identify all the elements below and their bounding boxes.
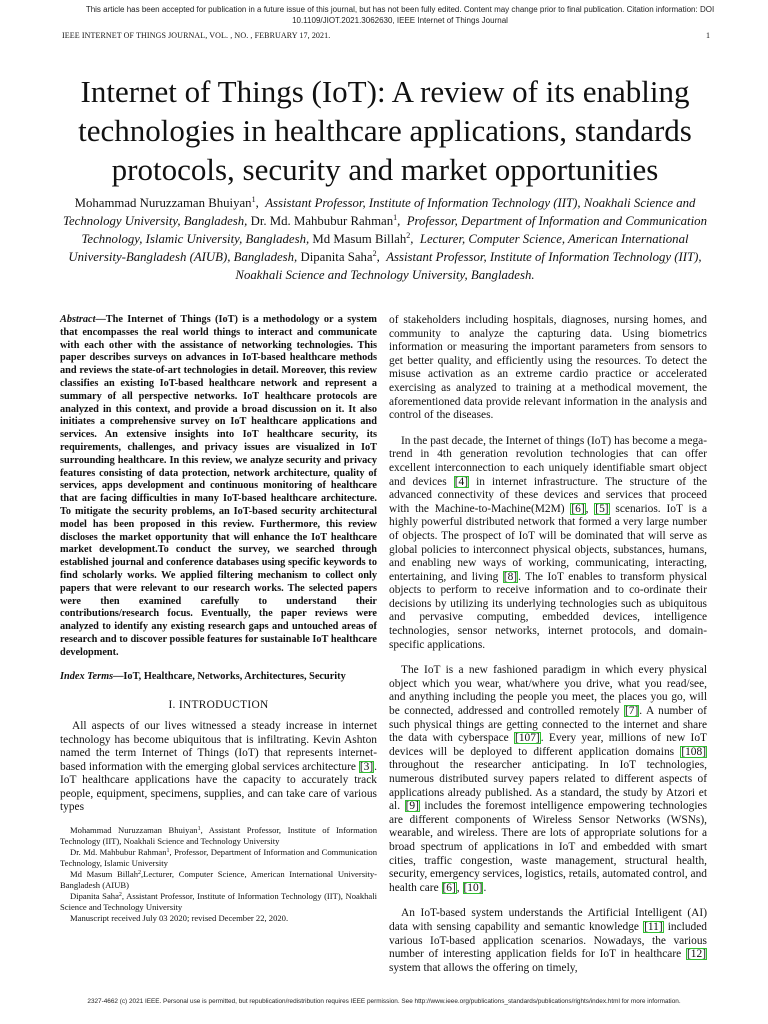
footnote-text: , Assistant Professor, Institute of Information Technology (IIT), Noakhali Science and Technology University: [60, 891, 377, 913]
text-run: All aspects of our lives witnessed a steady increase in internet technology has become ubiquitous that is infiltrating. Kevin Ashton named the term Internet of Things (IoT) that represents internet-based information with the emerging global services architecture: [60, 719, 377, 773]
index-terms: [60, 671, 377, 684]
text-run: In the past decade, the Internet of things (IoT) has become a mega- trend in 4th generation revolution technologies that can offer excellent interconnection to each uniquely identifiable smart object and devices: [389, 434, 707, 488]
footnote: [60, 869, 377, 891]
abstract-label: Abstract: [60, 314, 96, 325]
citation-link[interactable]: [9]: [405, 800, 419, 813]
footnote-name: Dr. Md. Mahbubur Rahman: [70, 847, 167, 858]
author-sup: 1: [251, 195, 256, 204]
footnote-text: ,Lecturer, Computer Science, American International University-Bangladesh (AIUB): [60, 869, 377, 891]
author-name: Md Masum Billah: [312, 232, 407, 246]
author-sup: 2: [406, 231, 411, 240]
author-name: Dr. Md. Mahbubur Rahman: [250, 214, 394, 228]
footnote: [60, 891, 377, 913]
text-run: included various IoT-based application scenarios. Nowadays, the various number of interesting application fields for IoT in healthcare: [389, 920, 707, 961]
publication-notice: This article has been accepted for publication in a future issue of this journal, but has not been fully edited. Content may change prior to final publication. Citation information: DOI 10.1109/JIOT.2021.3062630, IEEE Internet of Things Journal: [85, 5, 715, 25]
intro-paragraph: [60, 720, 377, 815]
author-sup: 2: [372, 249, 377, 258]
text-run: .: [483, 881, 487, 894]
citation-link[interactable]: [8]: [503, 570, 518, 583]
body-paragraph: [389, 664, 707, 895]
page-number: 1: [706, 31, 710, 40]
copyright-footer: 2327-4662 (c) 2021 IEEE. Personal use is permitted, but republication/redistribution requires IEEE permission. See http://www.ieee.org/publications_standards/publications/rights/index.html for more information.: [87, 998, 681, 1005]
citation-link[interactable]: [4]: [454, 475, 469, 488]
footnote-sup: 2: [138, 870, 142, 877]
footnote-name: Mohammad Nuruzzaman Bhuiyan: [70, 825, 198, 836]
text-run: ,: [456, 881, 463, 894]
footnote-text: , Assistant Professor, Institute of Information Technology (IIT), Noakhali Science and Technology University: [60, 825, 377, 847]
author-sup: 1: [393, 213, 398, 222]
footnote-text: , Professor, Department of Information and Communication Technology, Islamic University: [60, 847, 377, 869]
citation-link[interactable]: [12]: [687, 948, 706, 961]
paper-title: Internet of Things (IoT): A review of its enabling technologies in healthcare applications, standards protocols, security and market opportunities: [78, 74, 692, 187]
text-run: throughout the researcher anticipating. In IoT technologies, numerous distributed survey papers related to different aspects of applications already published. As a standard, the study by Atzori et al.: [389, 759, 707, 813]
author-affiliation: Assistant Professor, Institute of Information Technology (IIT), Noakhali Science and Technology University, Bangladesh.: [235, 250, 702, 282]
body-paragraph: [389, 435, 707, 653]
citation-link[interactable]: [10]: [463, 881, 483, 894]
author-affiliation: Assistant Professor, Institute of Information Technology (IIT), Noakhali Science and Technology University, Bangladesh,: [63, 196, 696, 228]
text-run: in internet infrastructure. The structure of the advanced connectivity of these devices and services that proceed with the Machine-to-Machine(M2M): [389, 475, 708, 515]
text-run: An IoT-based system understands the Artificial Intelligent (AI) data with sensing capability and semantic knowledge: [389, 907, 707, 933]
footnote: [60, 847, 377, 869]
text-run: . IoT healthcare applications have the capacity to accurately track people, equipment, specimens, supplies, and can take care of various types: [60, 760, 377, 814]
abstract-text: —The Internet of Things (IoT) is a methodology or a system that encompasses the real world things to interact and communicate with each other with the assistance of networking technologies. This paper describes surveys on advances in IoT-based healthcare methods and reviews the state-of-art technologies in detail. Moreover, this review classifies an existing IoT-based healthcare network and represent a summary of all perspective networks. IoT healthcare protocols are analyzed in this context, and provide a broad discussion on it. It also initiates a comprehensive survey on IoT healthcare applications and services. An extensive insights into IoT healthcare security, its requirements, challenges, and privacy issues are visualized in IoT surrounding healthcare. In this review, we analyze security and privacy features consisting of data protection, network architecture, quality of services, apps development and continuous monitoring of healthcare that are facing difficulties in many IoT-based healthcare architecture. To mitigate the security problems, an IoT-based security architectural model has been proposed in this review. Furthermore, this review discloses the market opportunity that will enhance the IoT healthcare market development.To conduct the survey, we searched through established journal and conference databases using specific keywords to find scholarly works. We applied filtering mechanism to collect only papers that were relevant to our research works. The selected papers were then examined carefully to understand their contributions/research focus. Eventually, the paper reviews were analyzed to identify any existing research gaps and untouched areas of research and to discover possible features for sustainable IoT healthcare development.: [60, 314, 377, 658]
footnote-sup: 1: [166, 848, 170, 855]
footnotes: [60, 825, 377, 924]
section-heading: I. INTRODUCTION: [168, 699, 269, 712]
text-run: . The IoT enables to transform physical objects to perform to receive information and to co-ordinate their decisions by utilizing its underlying technologies such as ubiquitous and pervasive computing, embedded devices, intelligence technologies, sensor networks, internet protocols, and domain-specific applications.: [389, 570, 707, 651]
text-run: ,: [585, 502, 595, 515]
footnote-sup: 1: [197, 826, 201, 833]
text-run: . Every year, millions of new IoT devices will be deployed to different application domains: [389, 732, 707, 758]
citation-link[interactable]: [108]: [681, 745, 706, 758]
body-paragraph: of stakeholders including hospitals, diagnoses, nursing homes, and community to analyze the capturing data. Using biometrics information or measuring the important parameters from sensors to get better quality, and efficiently using the resources. To detect the misuse activation as an extreme cardio practice or accelerated exercising as analyzed to training at a methodical movement, the aforementioned data provide relevant information in the analysis and control of the diseases.: [389, 314, 707, 422]
citation-link[interactable]: [11]: [644, 920, 663, 933]
index-terms-label: Index Terms: [60, 670, 114, 682]
abstract: [60, 314, 377, 660]
journal-info: IEEE INTERNET OF THINGS JOURNAL, VOL. , NO. , FEBRUARY 17, 2021.: [62, 31, 331, 40]
footnote: [60, 825, 377, 847]
citation-link[interactable]: [6]: [442, 881, 456, 894]
citation-link[interactable]: [6]: [571, 502, 585, 515]
footnote-sup: 2: [118, 892, 122, 899]
body-paragraph: [389, 907, 707, 975]
author-affiliation: Professor, Department of Information and Communication Technology, Islamic University, Bangladesh,: [81, 214, 707, 246]
text-run: system that allows the offering on timely,: [389, 961, 578, 974]
text-run: includes the foremost intelligence empowering technologies are different components of Wireless Sensor Networks (WSNs), wearable, and wireless. There are lots of appropriate solutions for a broad spectrum of applications in IoT and embedded with smart cities, traffic congestion, waste management, structural health, security, emergency services, logistics, retails, automated control, and health care: [389, 800, 707, 894]
author-block: Mohammad Nuruzzaman Bhuiyan$^1$, Assistant Professor, Institute of Information Technology (IIT), Noakhali Science and Technology University, Bangladesh, Dr. Md. Mahbubur Rahman$^1$, Professor, Department of Information and Communication Technology, Islamic University, Bangladesh, Md Masum Billah$^2$, Lecturer, Computer Science, American International University-Bangladesh (AIUB), Bangladesh, Dipanita Saha$^2$, Assistant Professor, Institute of Information Technology (IIT), Noakhali Science and Technology University, Bangladesh.: [63, 195, 707, 282]
footnote-name: Dipanita Saha: [70, 891, 119, 902]
citation-link[interactable]: [5]: [595, 502, 609, 515]
author-name: Mohammad Nuruzzaman Bhuiyan: [74, 196, 252, 210]
left-column: [60, 314, 377, 924]
author-affiliation: Lecturer, Computer Science, American International University-Bangladesh (AIUB), Bangladesh,: [68, 232, 689, 264]
index-terms-text: —IoT, Healthcare, Networks, Architectures, Security: [113, 670, 346, 682]
right-column: [389, 314, 707, 975]
author-name: Dipanita Saha: [300, 250, 373, 264]
citation-link[interactable]: [107]: [515, 732, 540, 745]
text-run: scenarios. IoT is a highly powerful distributed network that formed a very large number of objects. The prospect of IoT will be dominated that will serve as global policies to interconnect physical objects, substances, humans, and enabling new ways of working, communicating, interacting, entertaining, and living: [389, 502, 707, 583]
manuscript-note: Manuscript received July 03 2020; revised December 22, 2020.: [70, 913, 289, 924]
citation-link[interactable]: [7]: [624, 705, 639, 718]
footnote-name: Md Masum Billah: [70, 869, 139, 880]
text-run: . A number of such physical things are getting connected to the internet and share the data with cyberspace: [389, 705, 707, 745]
citation-link[interactable]: [3]: [359, 760, 374, 773]
text-run: The IoT is a new fashioned paradigm in which every physical object which you wear, what/where you drive, what you read/see, and anything including the people you meet, the places you go, will be connected, addressed and controlled remotely: [389, 664, 707, 718]
